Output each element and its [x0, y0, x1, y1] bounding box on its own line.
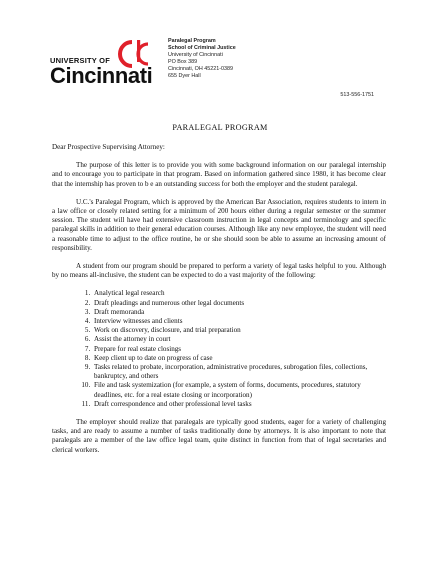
paragraph-employer: The employer should realize that paralegals are typically good students, eager for a variety of challenging tasks, and are ready to assume a number of tasks traditionally done by attorneys. It is also important to note that paralegals are a member of the law office legal team, quite distinct in function from that of legal secretaries and clerical workers.	[52, 418, 386, 454]
address-line: University of Cincinnati	[168, 52, 223, 59]
address-line: PO Box 389	[168, 59, 198, 66]
list-item: 6. Assist the attorney in court	[92, 335, 386, 344]
task-list	[52, 289, 386, 409]
list-item: 1. Analytical legal research	[92, 289, 386, 298]
letterhead-address	[168, 38, 236, 81]
list-item: 3. Draft memoranda	[92, 308, 386, 317]
list-item: 4. Interview witnesses and clients	[92, 317, 386, 326]
paragraph-purpose: The purpose of this letter is to provide you with some background information on our paralegal internship and to encourage you to participate in that program. Based on information gathered since 1980, it has become clear that the internship has proven to b e an outstanding success for both the employer and the student paralegal.	[52, 161, 386, 188]
list-item: 7. Prepare for real estate closings	[92, 345, 386, 354]
university-logo	[50, 38, 162, 88]
list-item: 5. Work on discovery, disclosure, and trial preparation	[92, 326, 386, 335]
page-title: PARALEGAL PROGRAM	[172, 123, 268, 132]
list-item: 11. Draft correspondence and other professional level tasks	[92, 400, 386, 409]
list-item: 10. File and task systemization (for example, a system of forms, documents, procedures, statutory deadlines, etc. for a real estate closing or incorporation)	[92, 381, 386, 399]
address-line: Paralegal Program	[168, 38, 216, 44]
address-line: Cincinnati, OH 45221-0389	[168, 66, 234, 73]
phone-number: 513-556-1751	[340, 92, 374, 98]
address-line: School of Criminal Justice	[168, 45, 236, 52]
logo-university-of: UNIVERSITY OF	[50, 56, 110, 65]
salutation: Dear Prospective Supervising Attorney:	[52, 143, 165, 151]
list-item: 8. Keep client up to date on progress of case	[92, 354, 386, 363]
address-line: 655 Dyer Hall	[168, 73, 201, 80]
list-item: 2. Draft pleadings and numerous other legal documents	[92, 299, 386, 308]
list-item: 9. Tasks related to probate, incorporation, administrative procedures, subrogation files, collections, bankruptcy, and others	[92, 363, 386, 381]
logo-cincinnati: Cincinnati	[50, 63, 153, 88]
letter-body	[52, 143, 386, 464]
paragraph-tasks-intro: A student from our program should be prepared to perform a variety of legal tasks helpful to you. Although by no means all-inclusive, the student can be expected to do a vast majority of the following:	[52, 262, 386, 280]
paragraph-program: U.C.'s Paralegal Program, which is approved by the American Bar Association, requires students to intern in a law office or closely related setting for a minimum of 200 hours either during a regular semester or the summer session. The student will have had extensive classroom instruction in legal concepts and terminology and specific paralegal skills in addition to their general education courses. Although like any new employee, the student will need a reasonable time to adjust to the office routine, he or she should soon be able to assume an increasing amount of responsibility.	[52, 197, 386, 252]
